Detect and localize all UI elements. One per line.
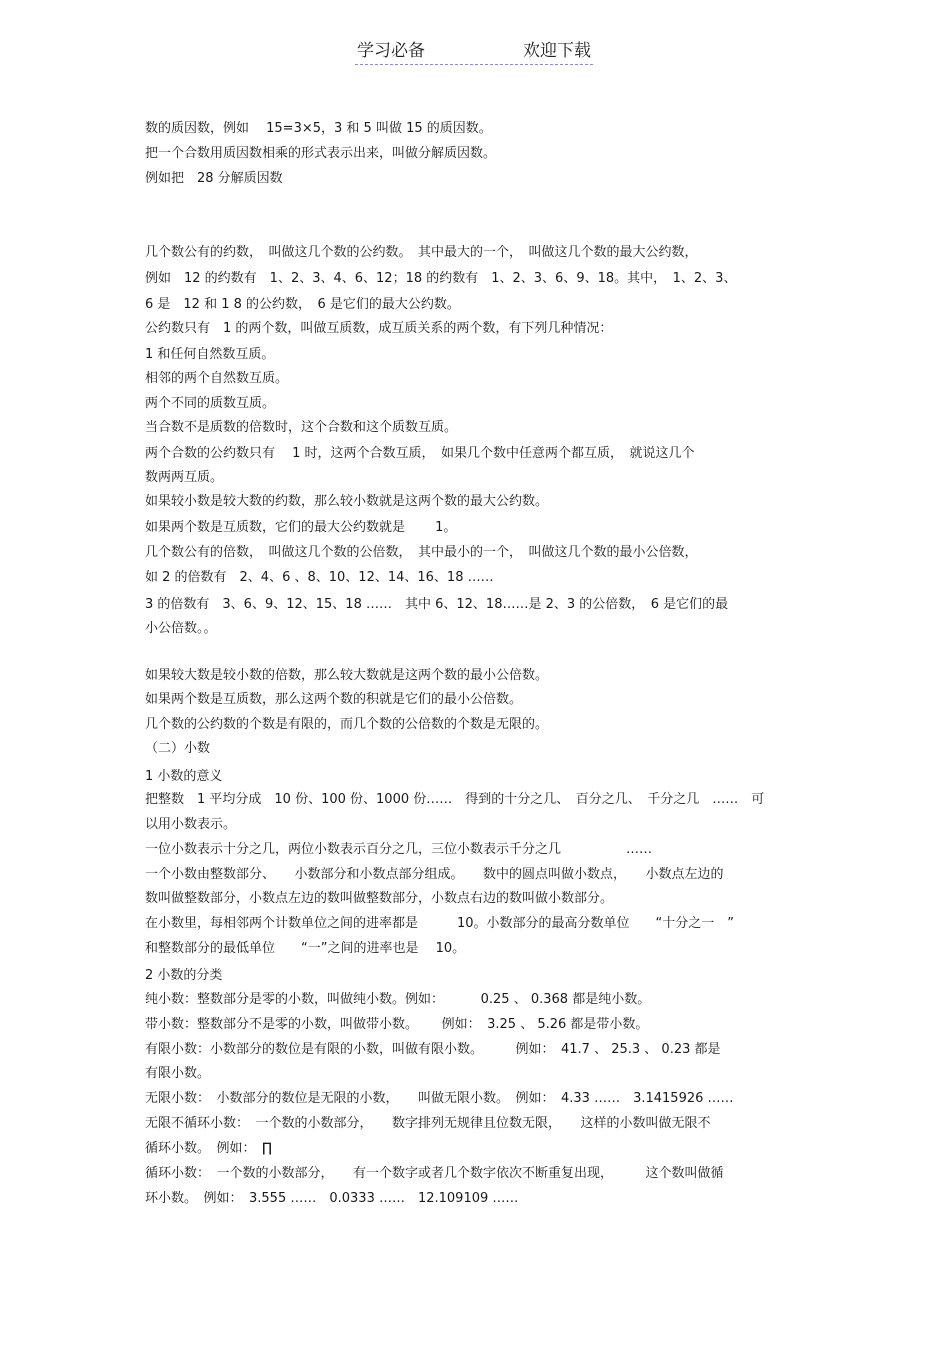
text-line: 和整数部分的最低单位 “一”之间的进率也是 10。 [145, 941, 466, 956]
text-line: 一个小数由整数部分、 小数部分和小数点部分组成。 数中的圆点叫做小数点， 小数点左边的 [145, 867, 724, 882]
text-line: 如果两个数是互质数，它们的最大公约数就是 1。 [145, 520, 457, 535]
text-line: 6 是 12 和 1 8 的公约数， 6 是它们的最大公约数。 [145, 297, 460, 312]
text-line: 两个不同的质数互质。 [145, 396, 276, 411]
text-line: 循环小数： 一个数的小数部分， 有一个数字或者几个数字依次不断重复出现， 这个数叫做循 [145, 1166, 724, 1181]
text-line: 例如把 28 分解质因数 [145, 171, 283, 186]
text-line: 如 2 的倍数有 2、4、6 、8、10、12、14、16、18 …… [145, 570, 494, 585]
text-line: 数的质因数，例如 15=3×5，3 和 5 叫做 15 的质因数。 [145, 121, 492, 136]
text-line: 以用小数表示。 [145, 817, 237, 832]
text-line: 一位小数表示十分之几，两位小数表示百分之几，三位小数表示千分之几 …… [145, 842, 653, 857]
text-line: 纯小数：整数部分是零的小数，叫做纯小数。例如： 0.25 、 0.368 都是纯小数。 [145, 992, 651, 1007]
text-line: 两个合数的公约数只有 1 时，这两个合数互质， 如果几个数中任意两个都互质， 就说这几个 [145, 446, 695, 461]
text-line: 无限小数： 小数部分的数位是无限的小数， 叫做无限小数。 例如： 4.33 …… 3.1415926 …… [145, 1091, 734, 1106]
text-line: 公约数只有 1 的两个数，叫做互质数，成互质关系的两个数，有下列几种情况： [145, 321, 613, 336]
text-line: 环小数。 例如： 3.555 …… 0.0333 …… 12.109109 …… [145, 1191, 519, 1206]
text-line: 小公倍数。。 [145, 621, 217, 636]
text-line: 3 的倍数有 3、6、9、12、15、18 …… 其中 6、12、18……是 2、3 的公倍数， 6 是它们的最 [145, 597, 729, 612]
text-line: 数两两互质。 [145, 470, 224, 485]
text-line: 2 小数的分类 [145, 968, 223, 983]
text-line: 1 和任何自然数互质。 [145, 347, 275, 362]
text-line: 带小数：整数部分不是零的小数，叫做带小数。 例如： 3.25 、 5.26 都是带小数。 [145, 1017, 649, 1032]
text-line: 例如 12 的约数有 1、2、3、4、6、12；18 的约数有 1、2、3、6、9、18。其中， 1、2、3、 [145, 271, 737, 286]
text-line: 如果两个数是互质数，那么这两个数的积就是它们的最小公倍数。 [145, 692, 523, 707]
text-line: 1 小数的意义 [145, 769, 223, 784]
text-line: 当合数不是质数的倍数时，这个合数和这个质数互质。 [145, 420, 458, 435]
text-line: 几个数公有的倍数， 叫做这几个数的公倍数， 其中最小的一个， 叫做这几个数的最小公倍数， [145, 545, 698, 560]
text-line: 几个数公有的约数， 叫做这几个数的公约数。 其中最大的一个， 叫做这几个数的最大公约数， [145, 245, 698, 260]
text-line: 循环小数。 例如： ∏ [145, 1141, 272, 1156]
header-right-text: 欢迎下载 [523, 41, 591, 61]
header-left-text: 学习必备 [357, 41, 425, 61]
text-line: 相邻的两个自然数互质。 [145, 371, 289, 386]
text-line: 把整数 1 平均分成 10 份、100 份、1000 份…… 得到的十分之几、 百分之几、 千分之几 …… 可 [145, 792, 765, 807]
text-line: 在小数里，每相邻两个计数单位之间的进率都是 10。小数部分的最高分数单位 “十分之一 ” [145, 916, 735, 931]
text-line: 有限小数：小数部分的数位是有限的小数，叫做有限小数。 例如： 41.7 、 25.3 、 0.23 都是 [145, 1042, 721, 1057]
text-line: 把一个合数用质因数相乘的形式表示出来，叫做分解质因数。 [145, 146, 497, 161]
text-line: （二）小数 [145, 741, 211, 756]
text-line: 数叫做整数部分，小数点左边的数叫做整数部分，小数点右边的数叫做小数部分。 [145, 891, 614, 906]
text-line: 如果较大数是较小数的倍数，那么较大数就是这两个数的最小公倍数。 [145, 668, 549, 683]
text-line: 如果较小数是较大数的约数，那么较小数就是这两个数的最大公约数。 [145, 494, 549, 509]
text-line: 无限不循环小数： 一个数的小数部分， 数字排列无规律且位数无限， 这样的小数叫做无限不 [145, 1116, 711, 1131]
text-line: 有限小数。 [145, 1066, 211, 1081]
text-line: 几个数的公约数的个数是有限的，而几个数的公倍数的个数是无限的。 [145, 717, 549, 732]
